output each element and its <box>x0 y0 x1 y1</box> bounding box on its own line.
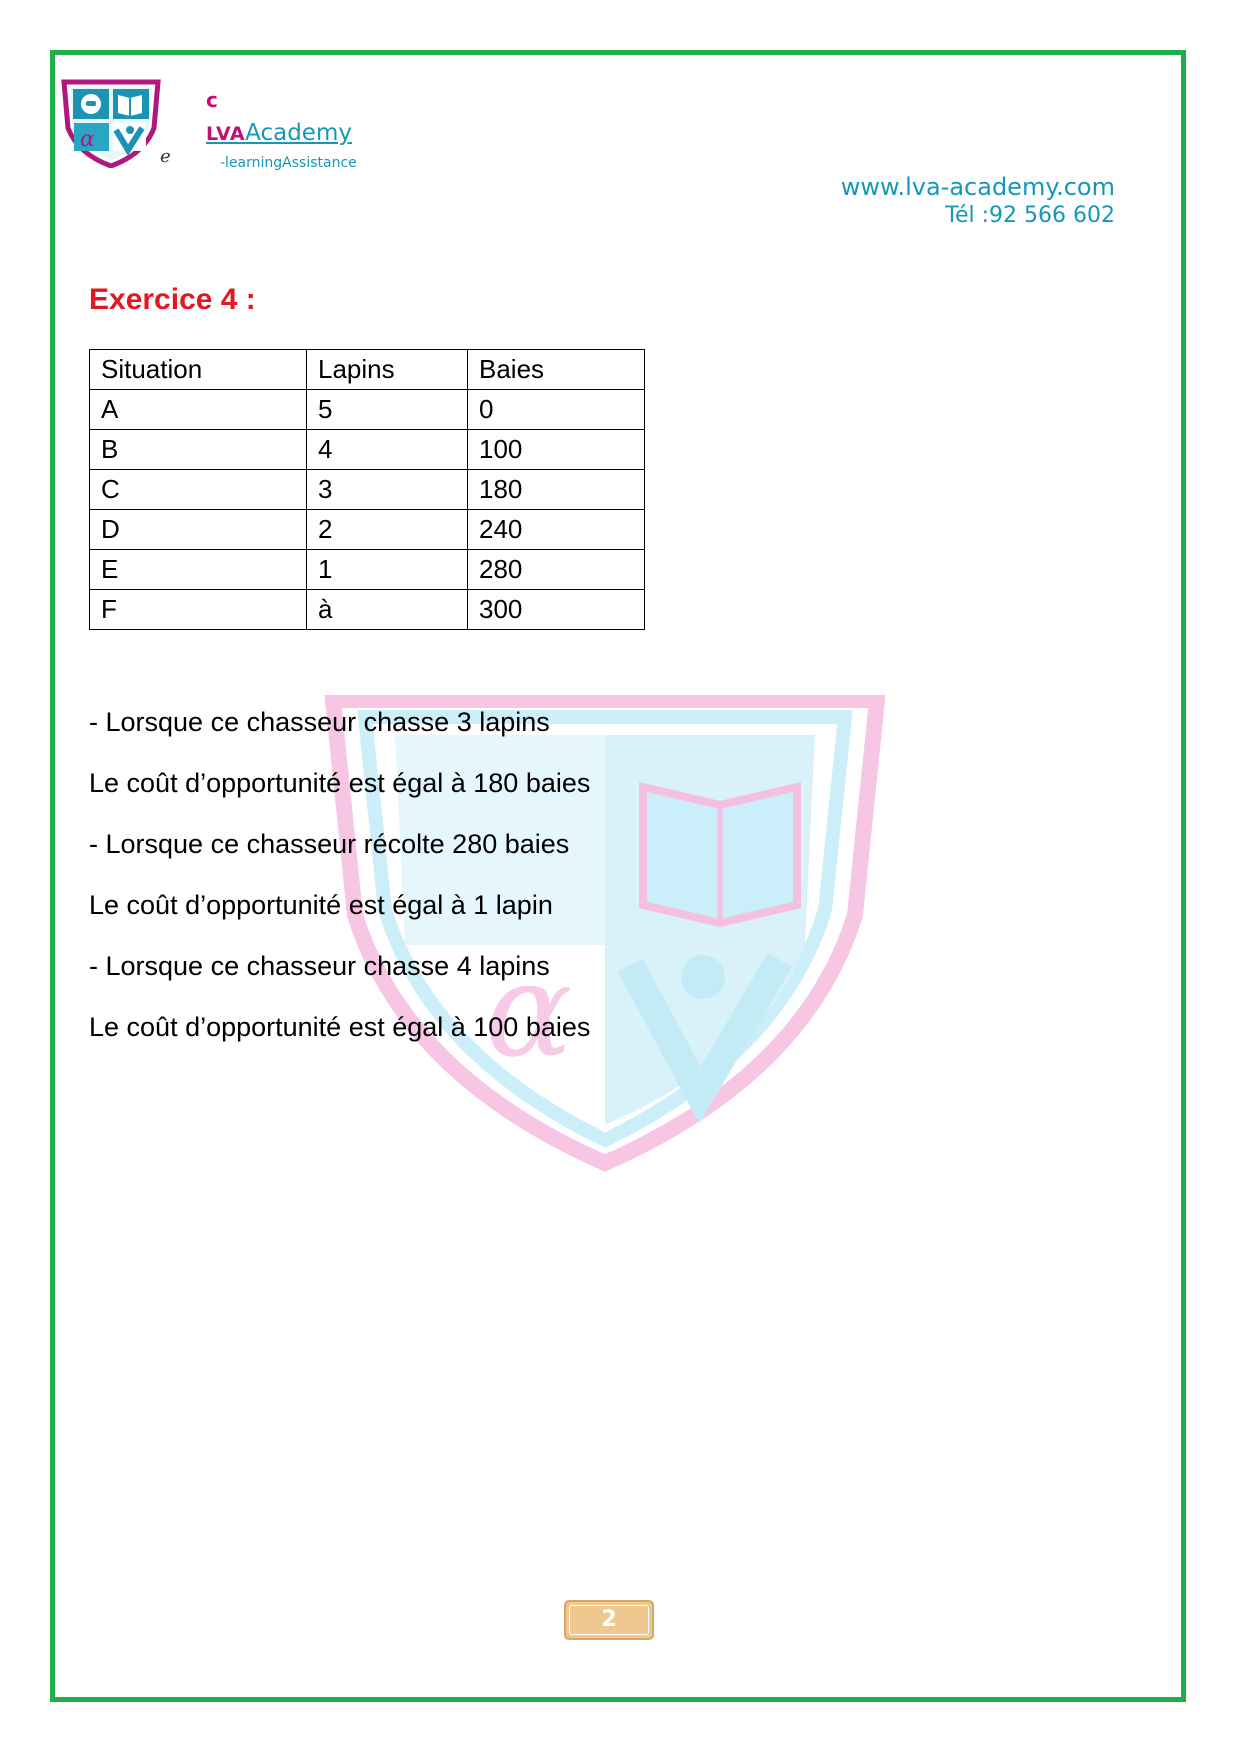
header-cell: Situation <box>90 350 307 390</box>
header-cell: Lapins <box>307 350 468 390</box>
table-cell: 5 <box>307 390 468 430</box>
logo-letter: c <box>206 88 218 112</box>
svg-text:α: α <box>80 127 95 152</box>
table-cell: à <box>307 590 468 630</box>
table-cell: E <box>90 550 307 590</box>
logo-academy: Academy <box>245 120 352 146</box>
logo-brand: LVA <box>206 123 246 145</box>
answer-line: - Lorsque ce chasseur récolte 280 baies <box>89 829 570 859</box>
table-cell: C <box>90 470 307 510</box>
table-cell: D <box>90 510 307 550</box>
table-cell: 1 <box>307 550 468 590</box>
table-cell: 0 <box>468 390 645 430</box>
logo-name <box>206 120 352 146</box>
table-cell: 100 <box>468 430 645 470</box>
contact-block <box>841 172 1115 230</box>
table-row <box>90 470 645 510</box>
table-cell: 240 <box>468 510 645 550</box>
academy-logo-icon <box>58 78 164 168</box>
answer-line: Le coût d’opportunité est égal à 100 baies <box>89 1012 591 1042</box>
table-row <box>90 510 645 550</box>
table-cell: 300 <box>468 590 645 630</box>
table-row <box>90 550 645 590</box>
logo-tagline: -learningAssistance <box>220 155 357 171</box>
header-cell: Baies <box>468 350 645 390</box>
page-number: 2 <box>601 1607 617 1632</box>
answer-line: Le coût d’opportunité est égal à 1 lapin <box>89 890 553 920</box>
table-cell: F <box>90 590 307 630</box>
answer-line: - Lorsque ce chasseur chasse 3 lapins <box>89 707 550 737</box>
answer-lines <box>89 699 590 1065</box>
exercise-title: Exercice 4 : <box>89 283 256 316</box>
table-row <box>90 590 645 630</box>
table-row <box>90 390 645 430</box>
table-cell: 180 <box>468 470 645 510</box>
table-header-row <box>90 350 645 390</box>
answer-line: - Lorsque ce chasseur chasse 4 lapins <box>89 951 550 981</box>
data-table <box>89 349 645 630</box>
page-number-badge <box>564 1600 654 1640</box>
table-row <box>90 430 645 470</box>
website-link[interactable]: www.lva-academy.com <box>840 173 1115 201</box>
table-cell: 280 <box>468 550 645 590</box>
answer-line: Le coût d’opportunité est égal à 180 baies <box>89 768 591 798</box>
table-cell: B <box>90 430 307 470</box>
svg-text:α: α <box>485 934 573 1086</box>
logo-e-mark: e <box>160 146 171 167</box>
table-cell: A <box>90 390 307 430</box>
phone-number: Tél :92 566 602 <box>945 203 1115 228</box>
table-cell: 2 <box>307 510 468 550</box>
page-number-badge-inner <box>569 1605 649 1635</box>
table-cell: 4 <box>307 430 468 470</box>
table-cell: 3 <box>307 470 468 510</box>
